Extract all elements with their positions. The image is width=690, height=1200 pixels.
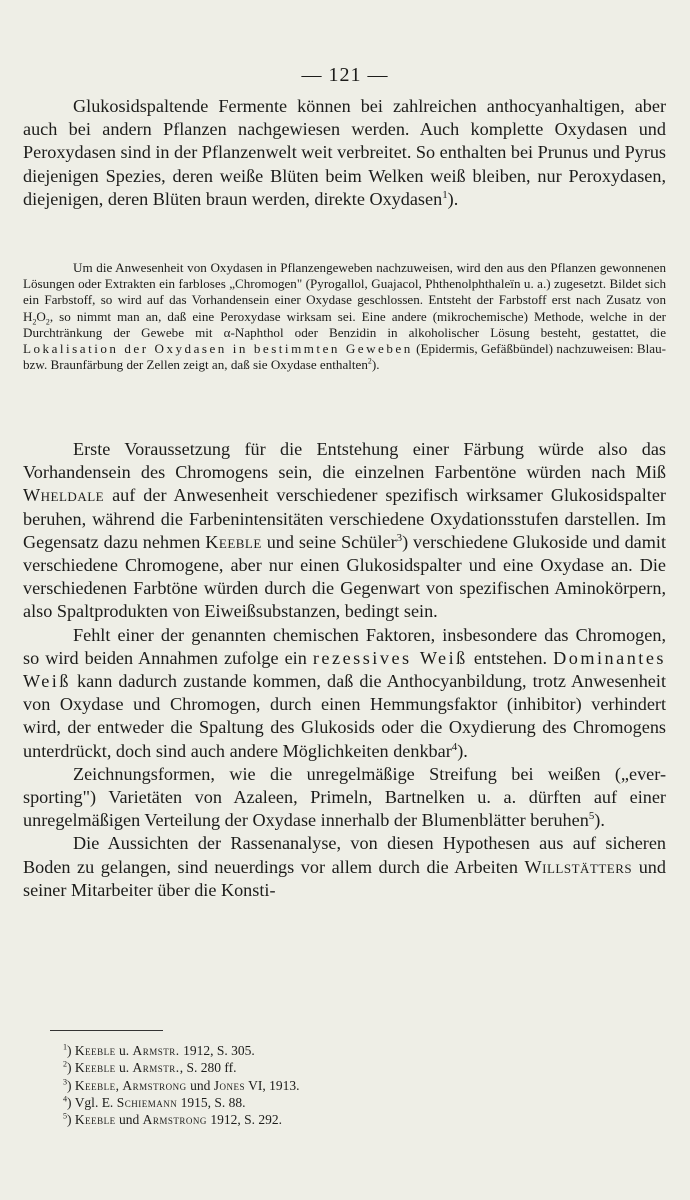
paragraph-3 [23,624,666,763]
paragraph-3-a: Fehlt einer der genannten chemischen Faktoren, insbesondere das Chromogen, so wird beiden Annahmen zufolge ein [23,624,666,668]
paragraph-2-b: auf der Anwesenheit verschiedener spezifisch wirksamer Glukosidspalter beruhen, während die Farbenintensitäten verschiedene Oxydationsstufen darstellen. Im Gegensatz dazu nehmen [23,485,666,552]
paragraph-2-c: und seine Schüler [261,531,397,552]
author-keeble: Keeble [205,531,262,552]
footnote-author: Jones [213,1077,245,1093]
footnote-connector: u. [115,1043,133,1058]
footnote-number: 5 [63,1111,68,1121]
footnote-author: Armstr. [132,1060,180,1076]
footnote-citation: , S. 280 ff. [179,1060,237,1076]
small-print-part-1: Um die Anwesenheit von Oxydasen in Pflanzengeweben nachzuweisen, wird den aus den Pflanzen gewonnenen Lösungen oder Extrakten ein farbloses „Chromogen" (Pyrogallol, Guajacol, Phthenolphthaleïn u. a.) zugesetzt. Bildet sich ein Farbstoff, so wird auf das Vorhandensein einer Oxydase geschlossen. Entsteht der Farbstoff erst nach Zusatz von H [23,260,666,324]
footnote-author: Keeble [74,1043,116,1058]
author-wheldale: Wheldale [23,485,105,506]
footnote-connector: und [186,1077,214,1093]
paragraph-3-b: entstehen. [467,647,554,668]
small-print-part-2: , so nimmt man an, daß eine Peroxydase wirksam sei. Eine andere (mikrochemische) Methode, welche in der Durchtränkung der Gewebe mit α-Naphthol oder Benzidin in alkoholischer Lösung besteht, gestattet, die [23,308,666,340]
footnote-citation: 1912, S. 292. [206,1112,282,1128]
footnote-ref-5: 5 [588,810,595,823]
spaced-rezessives-weiss: rezessives Weiß [312,647,468,668]
paragraph-5 [23,832,666,902]
footnote-author: Armstrong [122,1077,187,1093]
small-print-spaced: Lokalisation der Oxydasen in bestimmten Geweben [23,341,413,357]
subscript-2b: 2 [45,317,50,327]
footnote-citation: VI, 1913. [244,1077,300,1093]
footnote-prefix: Vgl. E. [74,1094,117,1110]
footnote-citation: 1915, S. 88. [177,1094,246,1110]
footnote-connector: , [115,1077,123,1093]
oxygen-symbol: O [36,308,46,324]
footnote-number: 1 [63,1042,68,1052]
footnote-ref-4: 4 [451,740,458,753]
paragraph-1-end: ). [447,188,459,209]
footnote-ref-2: 2 [367,356,372,366]
paragraph-1 [23,95,666,211]
paragraph-2 [23,438,666,624]
paragraph-5-a: Die Aussichten der Rassenanalyse, von diesen Hypothesen aus auf sicheren Boden zu gelangen, sind neuerdings vor allem durch die Arbeiten [23,833,666,877]
footnote-author: Schiemann [116,1094,178,1110]
spaced-dominantes-weiss: Dominantes Weiß [23,647,667,692]
footnote-3: $^3$) Keeble, Armstrong und Jones VI, 1913. [63,1077,300,1093]
footnote-1: $^1$) Keeble u. Armstr. 1912, S. 305. [63,1042,255,1058]
footnote-connector: und [115,1112,143,1128]
paragraph-3-end: ). [457,740,468,761]
footnote-author: Keeble [74,1060,116,1076]
footnote-number: 4 [63,1094,68,1104]
footnotes [63,1042,623,1128]
footnote-number: 2 [63,1059,68,1069]
author-willstaetters: Willstätters [524,856,633,877]
footnote-author: Keeble [74,1077,116,1093]
paragraph-1-text: Glukosidspaltende Fermente können bei zahlreichen anthocyanhaltigen, aber auch bei andern Pflanzen nachgewiesen werden. Auch komplette Oxydasen und Peroxydasen sind in der Pflanzenwelt weit verbreitet. So enthalten bei Prunus und Pyrus diejenigen Spezies, deren weiße Blüten beim Welken weiß bleiben, nur Peroxydasen, diejenigen, deren Blüten braun werden, direkte Oxydasen [23,96,667,209]
footnote-citation: 1912, S. 305. [179,1043,255,1058]
small-print-part-3: (Epidermis, Gefäßbündel) nachzuweisen: Blau- bzw. Braunfärbung der Zellen zeigt an, daß sie Oxydase enthalten [23,341,666,373]
paragraph-2-a: Erste Voraussetzung für die Entstehung einer Färbung würde also das Vorhandensein des Chromogens sein, die einzelnen Farbentöne würden nach Miß [23,439,666,483]
main-text [23,438,666,902]
footnote-5: $^5$) Keeble und Armstrong 1912, S. 292. [63,1111,282,1128]
footnote-divider [50,1030,163,1031]
paragraph-4-end: ). [594,810,605,831]
footnote-ref-3: 3 [396,531,403,544]
footnote-4: $^4$) Vgl. E. Schiemann 1915, S. 88. [63,1094,246,1110]
paragraph-5-b: und seiner Mitarbeiter über die Konsti- [23,856,666,900]
footnote-connector: u. [115,1060,133,1076]
subscript-2a: 2 [32,317,37,327]
footnote-number: 3 [63,1077,68,1087]
footnote-author: Armstrong [142,1112,207,1128]
small-print-note [23,260,666,373]
footnote-author: Keeble [74,1112,116,1128]
footnote-author: Armstr. [132,1043,180,1058]
page-number: — 121 — [301,64,389,86]
footnote-2: $^2$) Keeble u. Armstr., S. 280 ff. [63,1059,237,1076]
paragraph-3-c: kann dadurch zustande kommen, daß die Anthocyanbildung, trotz Anwesenheit von Oxydase und Chromogen, durch einen Hemmungsfaktor (inhibitor) verhindert wird, der entweder die Spaltung des Glukosids oder die Oxydierung des Chromogens unterdrückt, doch sind auch andere Möglichkeiten denkbar [23,671,666,761]
paragraph-2-d: ) verschiedene Glukoside und damit verschiedene Chromogene, aber nur einen Glukosidspalter und eine Oxydase an. Die verschiedenen Farbtöne würden durch die Gegenwart von spezifischen Aminokörpern, also Spaltprodukten von Eiweißsubstanzen, bedingt sein. [23,531,666,622]
small-print-end: ). [371,357,380,373]
footnote-ref-1: 1 [442,188,448,201]
paragraph-4-text: Zeichnungsformen, wie die unregelmäßige Streifung bei weißen („ever-sporting") Varietäten von Azaleen, Primeln, Bartnelken u. a. dürften auf einer unregelmäßigen Verteilung der Oxydase innerhalb der Blumenblätter beruhen [23,763,666,831]
paragraph-4 [23,763,666,833]
